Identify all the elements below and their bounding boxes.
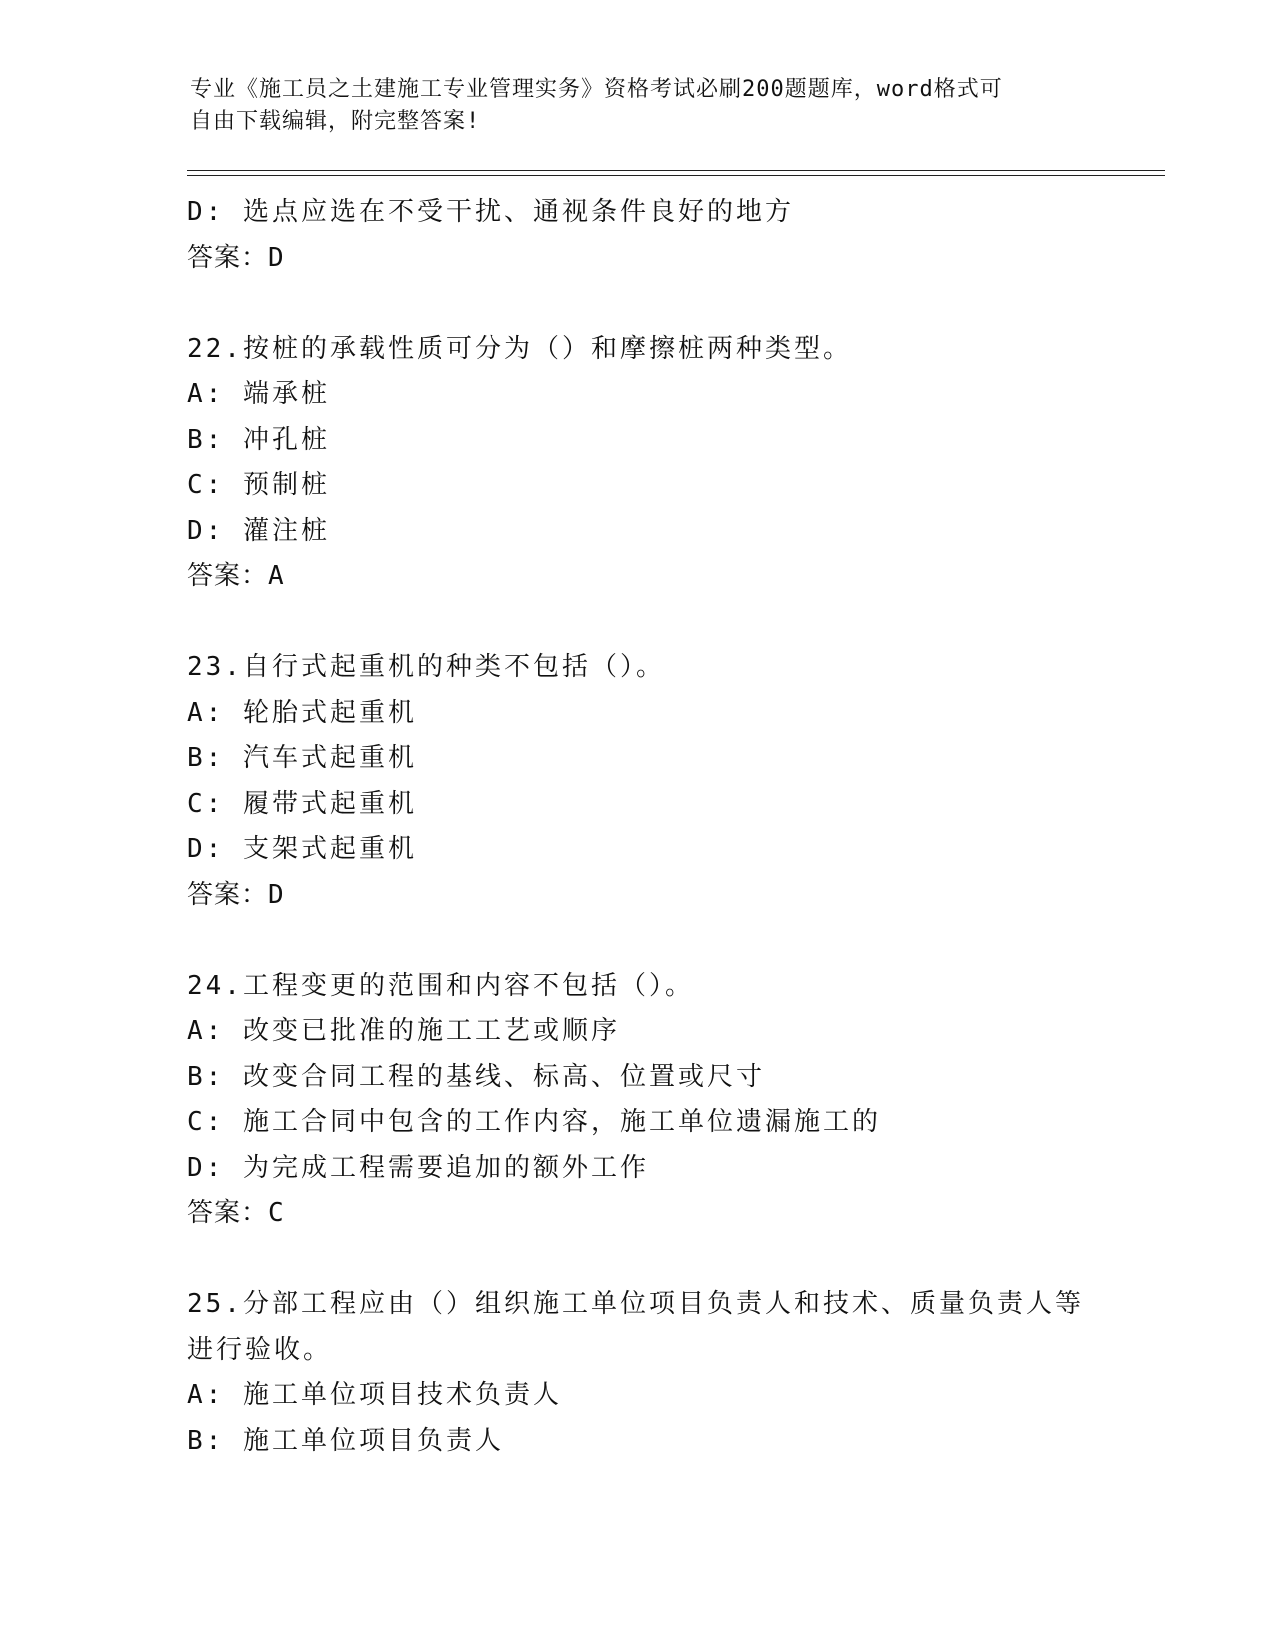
question-list <box>187 190 1147 1464</box>
option-b: B: 冲孔桩 <box>187 424 330 455</box>
question-22 <box>187 327 1147 600</box>
option-c: C: 预制桩 <box>187 470 330 500</box>
option-c: C: 履带式起重机 <box>187 788 417 819</box>
question-stem-line-2: 进行验收。 <box>187 1334 333 1365</box>
question-25 <box>187 1282 1147 1464</box>
option-d: D: 灌注桩 <box>187 515 330 546</box>
question-stem: 23.自行式起重机的种类不包括（）。 <box>187 652 665 682</box>
header-line-1: 专业《施工员之土建施工专业管理实务》资格考试必刷200题题库，word格式可 <box>190 77 1003 102</box>
question-stem-line-1: 25.分部工程应由（）组织施工单位项目负责人和技术、质量负责人等 <box>187 1289 1084 1319</box>
prev-answer: 答案：D <box>187 242 285 273</box>
question-24 <box>187 964 1147 1237</box>
option-a: A: 施工单位项目技术负责人 <box>187 1380 562 1410</box>
question-stem: 24.工程变更的范围和内容不包括（）。 <box>187 970 694 1001</box>
answer: 答案：A <box>187 561 285 591</box>
question-stem: 22.按桩的承载性质可分为（）和摩擦桩两种类型。 <box>187 333 852 364</box>
prev-option-d: D: 选点应选在不受干扰、通视条件良好的地方 <box>187 197 794 227</box>
option-d: D: 支架式起重机 <box>187 834 417 864</box>
header-divider-top <box>187 170 1165 171</box>
header-divider-bottom <box>187 175 1165 176</box>
option-c: C: 施工合同中包含的工作内容，施工单位遗漏施工的 <box>187 1107 881 1137</box>
option-d: D: 为完成工程需要追加的额外工作 <box>187 1152 649 1183</box>
option-b: B: 施工单位项目负责人 <box>187 1425 504 1456</box>
document-header <box>190 74 1090 138</box>
option-b: B: 改变合同工程的基线、标高、位置或尺寸 <box>187 1061 765 1092</box>
answer: 答案：C <box>187 1198 285 1228</box>
option-a: A: 端承桩 <box>187 379 330 409</box>
option-a: A: 轮胎式起重机 <box>187 697 417 728</box>
question-23 <box>187 645 1147 918</box>
answer: 答案：D <box>187 879 285 910</box>
option-b: B: 汽车式起重机 <box>187 743 417 773</box>
header-line-2: 自由下载编辑，附完整答案! <box>190 109 481 134</box>
option-a: A: 改变已批准的施工工艺或顺序 <box>187 1016 620 1046</box>
